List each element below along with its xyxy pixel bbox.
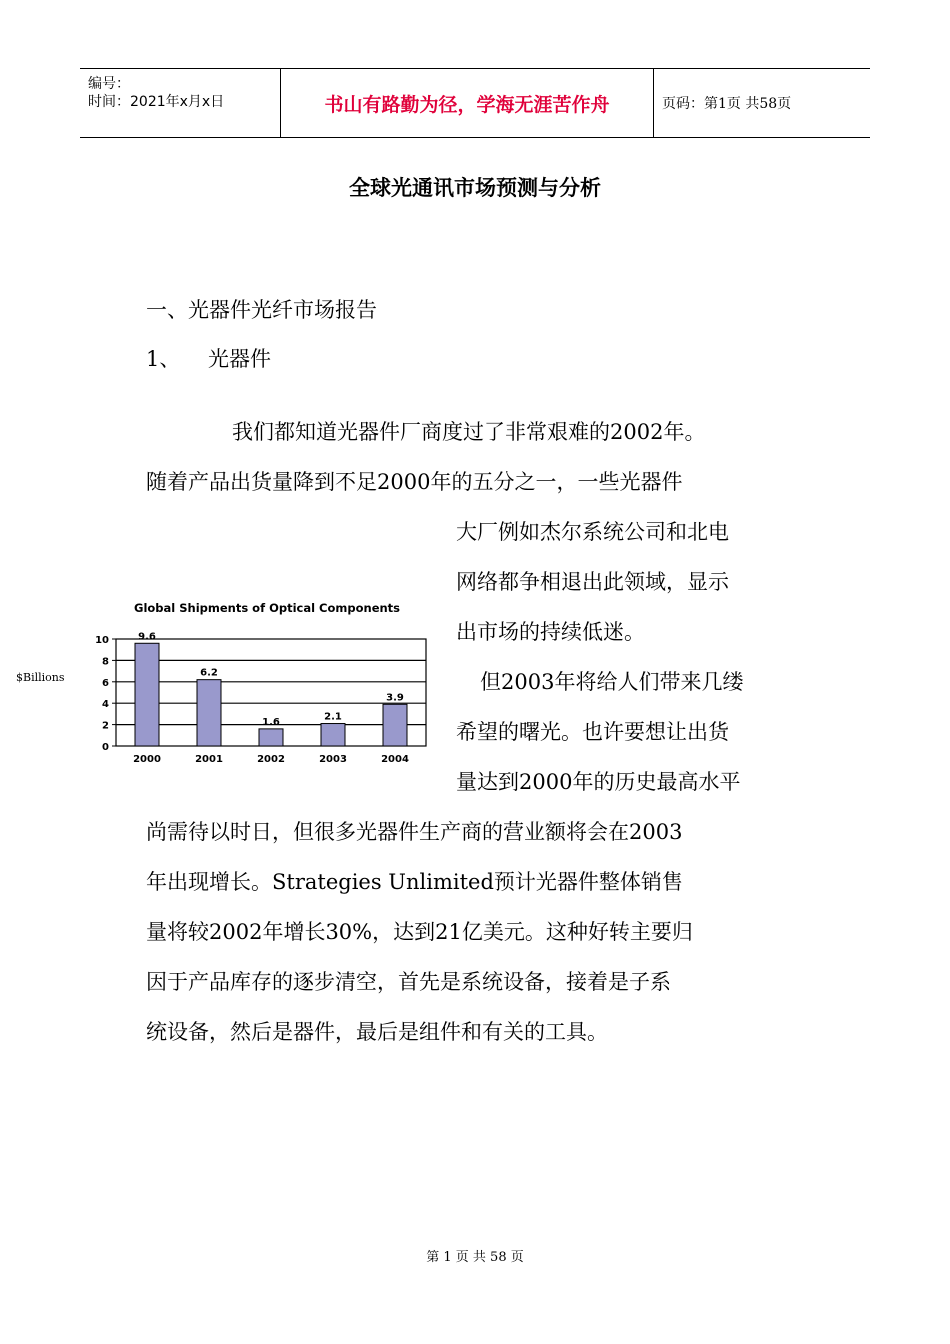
chart-x-tick-label: 2002 bbox=[257, 754, 285, 765]
chart-data-label: 2.1 bbox=[324, 711, 342, 723]
chart-y-tick-label: 10 bbox=[95, 635, 109, 646]
chart-title: Global Shipments of Optical Components bbox=[134, 601, 401, 615]
subsection-number: 1、 bbox=[146, 347, 181, 371]
paragraph-line: 尚需待以时日，但很多光器件生产商的营业额将会在2003 bbox=[146, 820, 683, 844]
chart-data-label: 9.6 bbox=[138, 631, 156, 643]
section-heading: 一、光器件光纤市场报告 bbox=[146, 298, 377, 322]
paragraph-line: 量达到2000年的历史最高水平 bbox=[456, 770, 741, 794]
page-footer: 第 1 页 共 58 页 bbox=[426, 1250, 524, 1265]
chart-y-tick-label: 4 bbox=[102, 699, 109, 711]
chart-data-label: 1.6 bbox=[262, 716, 280, 728]
chart-bar bbox=[383, 704, 407, 746]
paragraph-line: 年出现增长。Strategies Unlimited预计光器件整体销售 bbox=[146, 870, 683, 894]
shipments-chart bbox=[10, 596, 440, 776]
paragraph-line: 网络都争相退出此领域，显示 bbox=[456, 570, 729, 594]
paragraph-line: 希望的曙光。也许要想让出货 bbox=[456, 720, 729, 744]
chart-y-tick-label: 2 bbox=[102, 720, 109, 732]
chart-x-tick-label: 2003 bbox=[319, 754, 347, 765]
chart-data-label: 3.9 bbox=[386, 692, 404, 704]
header-meta-cell bbox=[80, 69, 281, 137]
chart-x-tick-label: 2001 bbox=[195, 754, 223, 765]
paragraph-line: 统设备，然后是器件，最后是组件和有关的工具。 bbox=[146, 1020, 608, 1044]
document-title: 全球光通讯市场预测与分析 bbox=[349, 175, 601, 200]
chart-bar bbox=[197, 680, 221, 746]
paragraph-line: 随着产品出货量降到不足2000年的五分之一，一些光器件 bbox=[146, 470, 683, 494]
chart-bar bbox=[135, 643, 159, 746]
chart-x-tick-label: 2004 bbox=[381, 754, 409, 765]
motto: 书山有路勤为径，学海无涯苦作舟 bbox=[281, 69, 654, 137]
paragraph-line: 因于产品库存的逐步清空，首先是系统设备，接着是子系 bbox=[146, 970, 671, 994]
chart-y-tick-label: 0 bbox=[102, 742, 109, 753]
paragraph-line: 但2003年将给人们带来几缕 bbox=[480, 670, 744, 694]
chart-x-tick-label: 2000 bbox=[133, 754, 161, 765]
paragraph-line: 量将较2002年增长30%，达到21亿美元。这种好转主要归 bbox=[146, 920, 693, 944]
paragraph-line: 大厂例如杰尔系统公司和北电 bbox=[456, 520, 729, 544]
chart-y-tick-label: 8 bbox=[102, 656, 109, 668]
chart-svg bbox=[10, 596, 440, 776]
subsection-title: 光器件 bbox=[208, 347, 271, 371]
chart-ylabel: $Billions bbox=[16, 671, 65, 684]
chart-data-label: 6.2 bbox=[200, 667, 218, 679]
paragraph-line: 我们都知道光器件厂商度过了非常艰难的2002年。 bbox=[232, 420, 706, 444]
paragraph-line: 出市场的持续低迷。 bbox=[456, 620, 645, 644]
time-label: 时间：2021年x月x日 bbox=[88, 94, 225, 110]
chart-bar bbox=[321, 724, 345, 746]
header-table bbox=[80, 68, 870, 138]
chart-bar bbox=[259, 729, 283, 746]
page-info: 页码：第1页 共58页 bbox=[662, 96, 792, 112]
chart-y-tick-label: 6 bbox=[102, 677, 109, 689]
number-label: 编号： bbox=[88, 76, 130, 92]
